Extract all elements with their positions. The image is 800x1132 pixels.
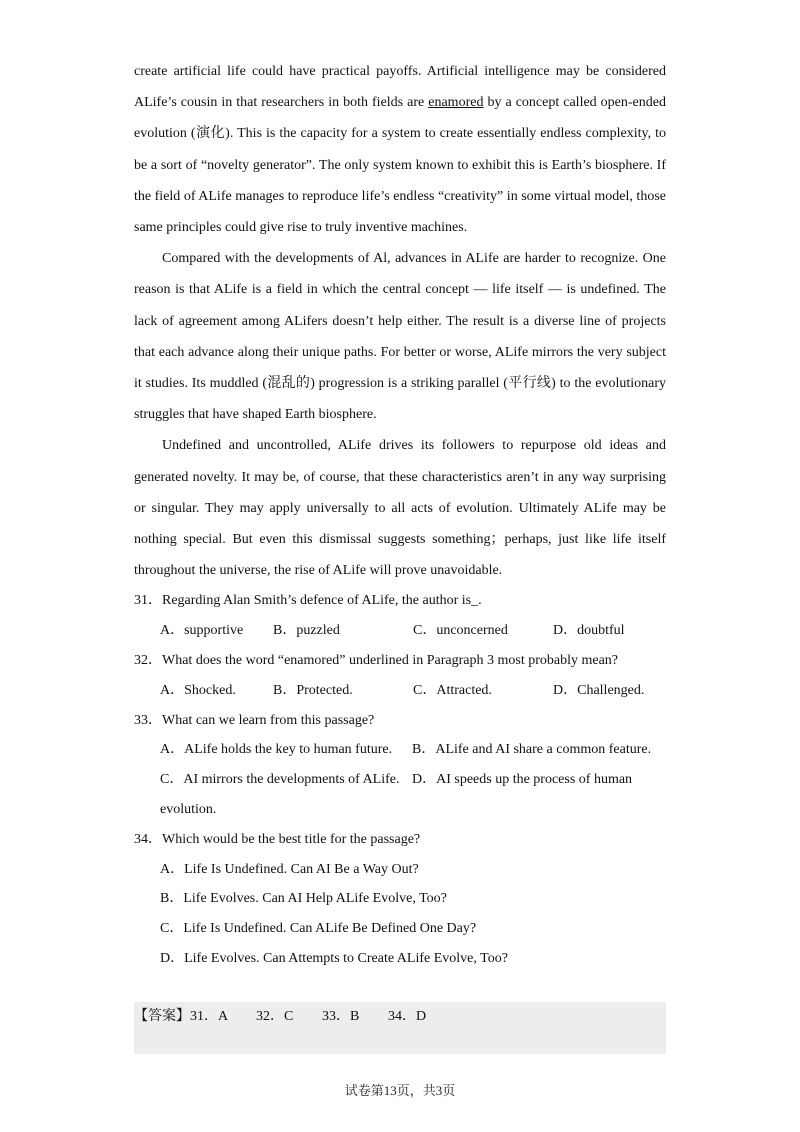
paragraph-1-text-after: by a concept called open-ended evolution (演化). This is the capacity for a system to create essentially endless complexity, to be a sort of “novelty generator”. The only system known to exhibit this is Earth’s biosphere. If the field of ALife manages to reproduce life’s endless “creativity” in some virtual model, those same principles could give rise to truly inventive machines. [134, 95, 666, 236]
paragraph-3: Undefined and uncontrolled, ALife drives its followers to repurpose old ideas and generated novelty. It may be, of course, that these characteristics aren’t in any way surprising or singular. They may apply universally to all acts of evolution. Ultimately ALife may be nothing special. But even this dismissal suggests something；perhaps, just like life itself throughout the universe, the rise of ALife will prove unavoidable. [134, 438, 666, 579]
question-34 [134, 825, 666, 974]
option-a: A．Life Is Undefined. Can AI Be a Way Out? [160, 861, 419, 877]
option-b: B．Protected. [273, 682, 353, 698]
question-33-options-row-3 [134, 795, 666, 825]
question-33-options-row-2 [134, 765, 666, 795]
question-34-stem: 34．Which would be the best title for the passage? [134, 831, 421, 847]
question-31-stem: 31．Regarding Alan Smith’s defence of ALife, the author is_. [134, 593, 482, 609]
option-b: B．ALife and AI share a common feature. [412, 742, 652, 758]
question-32-options [134, 676, 666, 706]
underlined-word-enamored: enamored [428, 95, 484, 111]
option-d: D．AI speeds up the process of human [412, 772, 633, 788]
answer-box [134, 1002, 666, 1054]
question-33-options-row-1 [134, 735, 666, 765]
paragraph-2: Compared with the developments of Al, advances in ALife are harder to recognize. One reason is that ALife is a field in which the central concept — life itself — is undefined. The lack of agreement among ALifers doesn’t help either. The result is a diverse line of projects that each advance along their unique paths. For better or worse, ALife mirrors the very subject it studies. Its muddled (混乱的) progression is a striking parallel (平行线) to the evolutionary struggles that have shaped Earth biosphere. [134, 251, 666, 423]
option-c: C．AI mirrors the developments of ALife. [160, 772, 400, 788]
answer-33: 33．B [322, 1009, 360, 1024]
passage-container [134, 56, 666, 974]
option-c: C．Life Is Undefined. Can ALife Be Defined One Day? [160, 921, 477, 937]
option-d: D．Life Evolves. Can Attempts to Create ALife Evolve, Too? [160, 951, 508, 967]
option-a: A．ALife holds the key to human future. [160, 742, 393, 758]
paragraph-1 [134, 56, 666, 243]
answer-label: 【答案】 [134, 1009, 190, 1024]
option-d: D．Challenged. [553, 682, 645, 698]
question-31-options [134, 616, 666, 646]
option-d-continuation: evolution. [160, 802, 217, 818]
question-33-stem: 33．What can we learn from this passage? [134, 712, 375, 728]
answer-34: 34．D [388, 1009, 427, 1024]
option-c: C．unconcerned [413, 623, 508, 639]
answer-31: 31．A [190, 1009, 229, 1024]
answer-32: 32．C [256, 1009, 294, 1024]
option-a: A．Shocked. [160, 682, 236, 698]
option-a: A．supportive [160, 623, 244, 639]
question-31 [134, 586, 666, 646]
option-d: D．doubtful [553, 623, 625, 639]
paragraph-1-text-before: create artificial life could have practical payoffs. Artificial intelligence may be considered ALife’s cousin in that researchers in both fields are [134, 64, 666, 111]
page-footer: 试卷第13页，共3页 [344, 1083, 456, 1098]
option-c: C．Attracted. [413, 682, 492, 698]
question-33 [134, 706, 666, 825]
option-b: B．Life Evolves. Can AI Help ALife Evolve, Too? [160, 891, 447, 907]
question-32 [134, 646, 666, 706]
option-b: B．puzzled [273, 623, 340, 639]
question-32-stem: 32．What does the word “enamored” underlined in Paragraph 3 most probably mean? [134, 653, 619, 669]
